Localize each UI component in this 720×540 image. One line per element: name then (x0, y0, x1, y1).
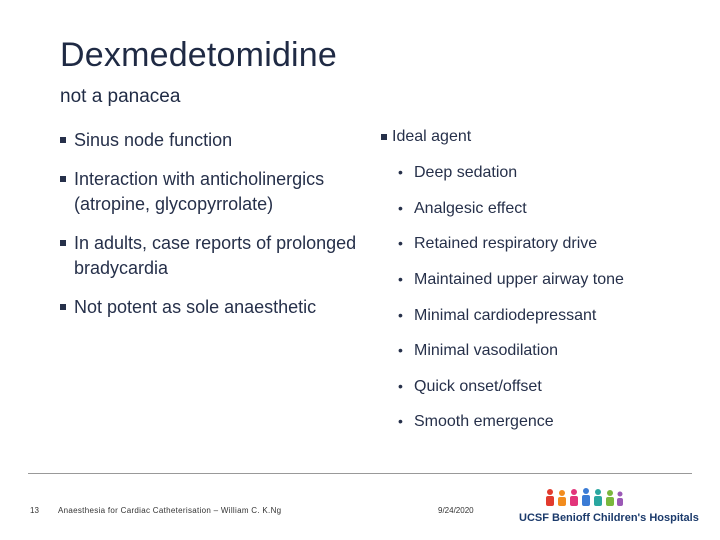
square-bullet-icon (60, 304, 66, 310)
logo-text: UCSF Benioff Children's Hospitals (519, 512, 699, 524)
left-bullet-list (58, 128, 368, 320)
left-bullet: In adults, case reports of prolonged bradycardia (58, 231, 368, 281)
dot-bullet-icon: • (398, 164, 403, 180)
children-figures-icon (546, 488, 623, 506)
ideal-agent-item: • Deep sedation (398, 164, 518, 181)
ideal-agent-item: • Analgesic effect (398, 200, 527, 217)
dot-bullet-icon: • (398, 413, 403, 429)
ideal-agent-item: • Retained respiratory drive (398, 235, 598, 252)
square-bullet-icon (60, 176, 66, 182)
slide-number: 13 (30, 506, 39, 515)
footer-divider (28, 473, 692, 474)
left-bullet: Interaction with anticholinergics (atropine, glycopyrrolate) (58, 167, 368, 217)
ideal-agent-item: • Quick onset/offset (398, 378, 542, 395)
footer-date: 9/24/2020 (438, 506, 474, 515)
ideal-agent-item: • Minimal vasodilation (398, 342, 559, 359)
left-bullet: Not potent as sole anaesthetic (58, 295, 368, 320)
dot-bullet-icon: • (398, 200, 403, 216)
square-bullet-icon (60, 137, 66, 143)
left-bullet: Sinus node function (58, 128, 368, 153)
footer-text: Anaesthesia for Cardiac Catheterisation – William C. K.Ng (58, 506, 282, 515)
slide-subtitle: not a panacea (60, 86, 181, 107)
square-bullet-icon (381, 134, 387, 140)
dot-bullet-icon: • (398, 307, 403, 323)
dot-bullet-icon: • (398, 378, 403, 394)
dot-bullet-icon: • (398, 235, 403, 251)
dot-bullet-icon: • (398, 271, 403, 287)
ideal-agent-item: • Smooth emergence (398, 413, 554, 430)
dot-bullet-icon: • (398, 342, 403, 358)
ideal-agent-heading: Ideal agent (380, 128, 471, 146)
square-bullet-icon (60, 240, 66, 246)
slide-title: Dexmedetomidine (60, 36, 338, 74)
ideal-agent-item: • Minimal cardiodepressant (398, 307, 597, 324)
ideal-agent-item: • Maintained upper airway tone (398, 271, 624, 288)
